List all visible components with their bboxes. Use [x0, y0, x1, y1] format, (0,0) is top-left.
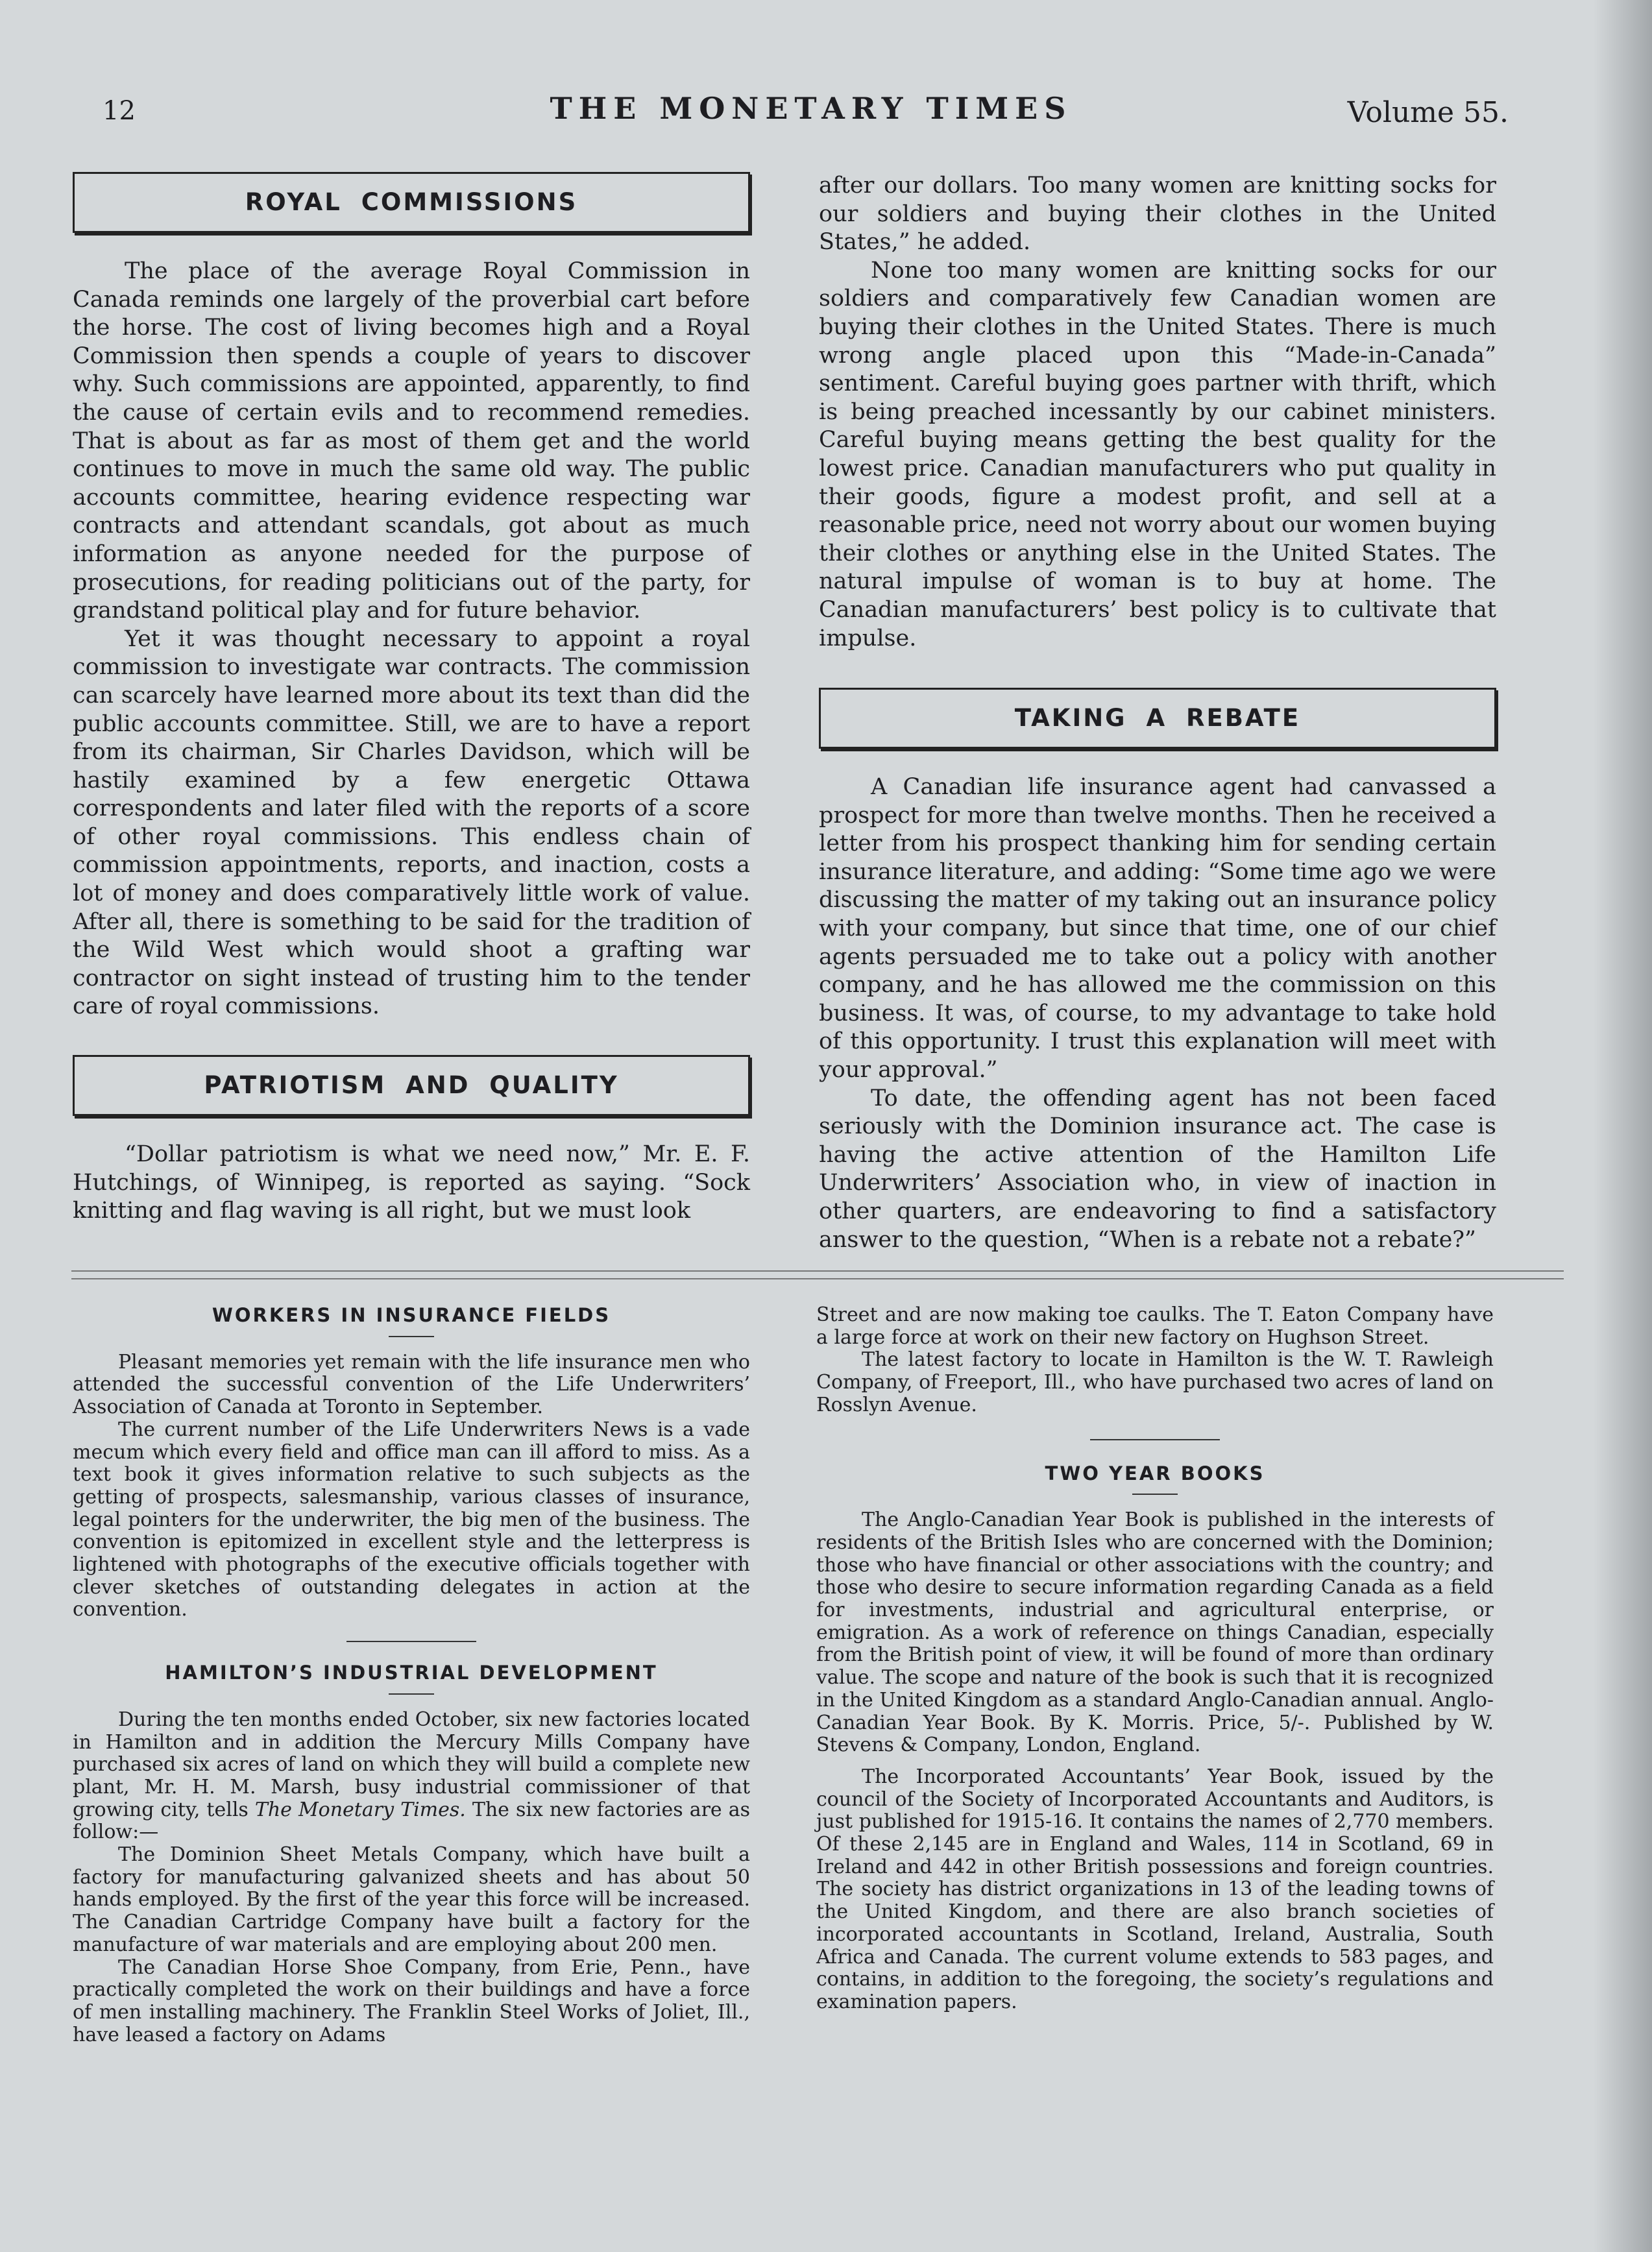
upper-right-column [819, 172, 1496, 1254]
volume-label: Volume 55. [1347, 96, 1509, 129]
workers-paragraph: Pleasant memories yet remain with the life insurance men who attended the successful convention of the Life Underwriters’ Association of Canada at Toronto in September. [73, 1350, 750, 1419]
patriotism-paragraph: None too many women are knitting socks for our soldiers and comparatively few Canadian women are buying their clothes in the United States. There is much wrong angle placed upon this “Made-in-Canada” sentiment. Careful buying goes partner with thrift, which is being preached incessantly by our cabinet ministers. Careful buying means getting the best quality for the lowest price. Canadian manufacturers who put quality in their goods, figure a modest profit, and sell at a reasonable price, need not worry about our women buying their clothes or anything else in the United States. The natural impulse of woman is to buy at home. The Canadian manufacturers’ best policy is to cultivate that impulse. [819, 257, 1496, 651]
patriotism-paragraph-continued: after our dollars. Too many women are knitting socks for our soldiers and buying their clothes in the United States,” he added. [819, 173, 1496, 256]
lower-right-column [816, 1304, 1494, 2014]
hamilton-paragraph: The Canadian Horse Shoe Company, from Erie, Penn., have practically completed the work on their buildings and have a force of men installing machinery. The Franklin Steel Works of Joliet, Ill., have leased a factory on Adams [73, 1955, 750, 2046]
year-books-paragraph: The Anglo-Canadian Year Book is published in the interests of residents of the British Isles who are concerned with the Dominion; those who have financial or other associations with the country; and those who desire to secure information regarding Canada as a field for investments, industrial and agricultural enterprise, or emigration. As a work of reference on things Canadian, especially from the British point of view, it will be found of more than ordinary value. The scope and nature of the book is such that it is recognized in the United Kingdom as a standard Anglo-Canadian annual. Anglo-Canadian Year Book. By K. Morris. Price, 5/-. Published by W. Stevens & Company, London, England. [816, 1508, 1494, 1757]
section-rule [1090, 1439, 1220, 1440]
hamilton-paragraph: During the ten months ended October, six new factories located in Hamilton and in addition the Mercury Mills Company have purchased six acres of land on which they will build a complete new plant, Mr. H. M. Marsh, busy industrial commissioner of that growing city, tells The Monetary Times. The six new factories are as follow:— [73, 1708, 750, 1844]
journal-title: THE MONETARY TIMES [550, 91, 1073, 126]
royal-commissions-paragraph: The place of the average Royal Commission in Canada reminds one largely of the proverbial cart before the horse. The cost of living becomes high and a Royal Commission then spends a couple of years to discover why. Such commissions are appointed, apparently, to find the cause of certain evils and to recommend remedies. That is about as far as most of them get and the world continues to move in much the same old way. The public accounts committee, hearing evidence respecting war contracts and attendant scandals, got about as much information as anyone needed for the purpose of prosecutions, for reading politicians out of the party, for grandstand political play and for future behavior. [73, 258, 750, 624]
upper-left-column [73, 172, 750, 1226]
section-rule [346, 1641, 476, 1642]
section-divider [71, 1270, 1564, 1279]
workers-heading: WORKERS IN INSURANCE FIELDS [212, 1304, 611, 1326]
rebate-paragraph: A Canadian life insurance agent had canvassed a prospect for more than twelve months. Then he received a letter from his prospect thanking him for sending certain insurance literature, and adding: “Some time ago we were discussing the matter of my taking out an insurance policy with your company, but since that time, one of our chief agents persuaded me to take out a policy with another company, and he has allowed me the commission on this business. It was, of course, to my advantage to take hold of this opportunity. I trust this explanation will meet with your approval.” [819, 774, 1496, 1084]
hamilton-heading: HAMILTON’S INDUSTRIAL DEVELOPMENT [165, 1662, 658, 1684]
page-edge-shadow [1594, 0, 1652, 2252]
running-head [97, 91, 1525, 130]
year-books-paragraph: The Incorporated Accountants’ Year Book, issued by the council of the Society of Incorporated Accountants and Auditors, is just published for 1915-16. It contains the names of 2,770 members. Of these 2,145 are in England and Wales, 114 in Scotland, 69 in Ireland and 442 in other British possessions and foreign countries. The society has district organizations in 13 of the leading towns of the United Kingdom, and there are also branch societies of incorporated accountants in Scotland, Ireland, Australia, South Africa and Canada. The current volume extends to 583 pages, and contains, in addition to the foregoing, the society’s regulations and examination papers. [816, 1765, 1494, 2013]
rebate-paragraph: To date, the offending agent has not been faced seriously with the Dominion insurance act. The case is having the active attention of the Hamilton Life Underwriters’ Association who, in view of inaction in other quarters, are endeavoring to find a satisfactory answer to the question, “When is a rebate not a rebate?” [819, 1085, 1496, 1253]
taking-a-rebate-heading: TAKING A REBATE [819, 688, 1496, 749]
patriotism-heading: PATRIOTISM AND QUALITY [73, 1055, 750, 1116]
page-number: 12 [103, 96, 136, 126]
workers-paragraph: The current number of the Life Underwriters News is a vade mecum which every field and office man can ill afford to miss. As a text book it gives information relative to such subjects as the getting of prospects, salesmanship, various classes of insurance, legal pointers for the underwriter, the big men of the business. The convention is epitomized in excellent style and the letterpress is lightened with photographs of the executive officials together with clever sketches of outstanding delegates in action at the convention. [73, 1418, 750, 1621]
hamilton-paragraph: The latest factory to locate in Hamilton is the W. T. Rawleigh Company, of Freeport, Ill., who have purchased two acres of land on Rosslyn Avenue. [816, 1348, 1494, 1416]
hamilton-paragraph: The Dominion Sheet Metals Company, which have built a factory for manufacturing galvanized sheets and has about 50 hands employed. By the first of the year this force will be increased. The Canadian Cartridge Company have built a factory for the manufacture of war materials and are employing about 200 men. [73, 1843, 750, 1956]
patriotism-paragraph: “Dollar patriotism is what we need now,” Mr. E. F. Hutchings, of Winnipeg, is reported as saying. “Sock knitting and flag waving is all right, but we must look [73, 1141, 750, 1224]
heading-rule [389, 1693, 434, 1695]
heading-rule [1132, 1494, 1178, 1495]
lower-left-column [73, 1304, 750, 2046]
hamilton-paragraph-continued: Street and are now making toe caulks. The T. Eaton Company have a large force at work on their new factory on Hughson Street. [816, 1303, 1494, 1349]
two-year-books-heading: TWO YEAR BOOKS [1045, 1462, 1265, 1484]
royal-commissions-heading: ROYAL COMMISSIONS [73, 172, 750, 233]
publication-name: The Monetary Times. [254, 1798, 466, 1821]
heading-rule [389, 1336, 434, 1337]
royal-commissions-paragraph: Yet it was thought necessary to appoint a royal commission to investigate war contracts. The commission can scarcely have learned more about its text than did the public accounts committee. Still, we are to have a report from its chairman, Sir Charles Davidson, which will be hastily examined by a few energetic Ottawa correspondents and later filed with the reports of a score of other royal commissions. This endless chain of commission appointments, reports, and inaction, costs a lot of money and does comparatively little work of value. After all, there is something to be said for the tradition of the Wild West which would shoot a grafting war contractor on sight instead of trusting him to the tender care of royal commissions. [73, 625, 750, 1020]
